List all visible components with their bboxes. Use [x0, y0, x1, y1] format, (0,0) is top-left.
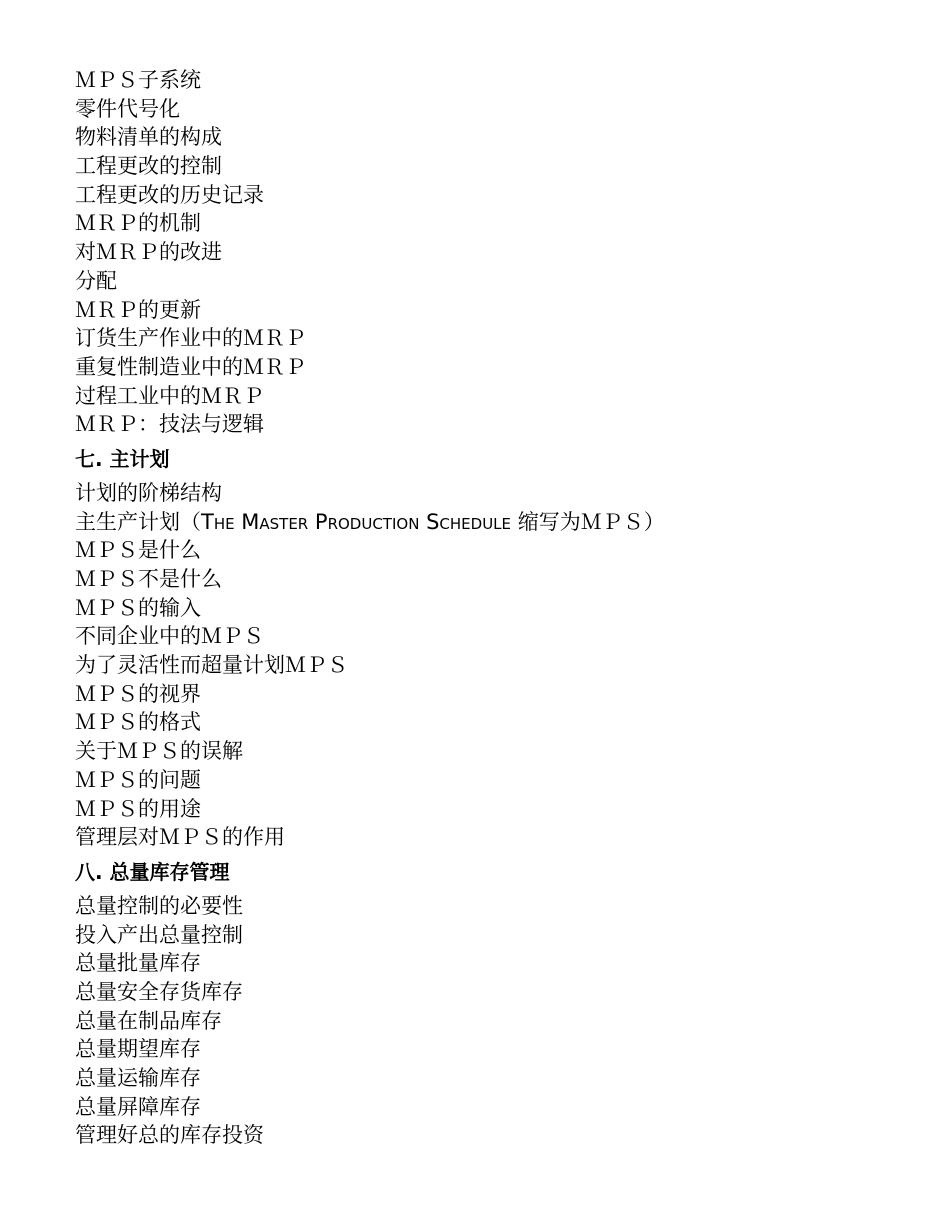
- list-item: ＭＲＰ的机制: [75, 211, 201, 236]
- list-item: 总量运输库存: [75, 1066, 201, 1090]
- list-item: ＭＲＰ的更新: [75, 297, 201, 322]
- list-item-mps-definition: [75, 508, 895, 537]
- list-item: 总量期望库存: [75, 1037, 201, 1062]
- list-item: ＭＲＰ：技法与逻辑: [75, 412, 264, 437]
- list-item: ＭＰＳ是什么: [75, 538, 201, 563]
- list-item: 计划的阶梯结构: [75, 480, 222, 505]
- list-item: 工程更改的历史记录: [75, 182, 264, 207]
- list-item: 总量屏障库存: [75, 1094, 201, 1119]
- list-item: 物料清单的构成: [75, 125, 222, 150]
- list-item: ＭＰＳ的输入: [75, 595, 201, 620]
- list-item: 为了灵活性而超量计划ＭＰＳ: [75, 653, 348, 678]
- section-aggregate-inventory: [75, 892, 895, 1150]
- list-item: ＭＰＳ不是什么: [75, 567, 222, 591]
- list-item: ＭＰＳ的格式: [75, 710, 201, 735]
- mps-line-prefix: 主生产计划（: [75, 509, 201, 534]
- list-item: 订货生产作业中的ＭＲＰ: [75, 326, 306, 351]
- list-item: 总量批量库存: [75, 951, 201, 976]
- list-item: 重复性制造业中的ＭＲＰ: [75, 354, 306, 379]
- list-item: 对ＭＲＰ的改进: [75, 240, 222, 265]
- mps-line-suffix: 缩写为ＭＰＳ）: [511, 509, 665, 534]
- document-page: [75, 66, 895, 1150]
- list-item: 总量安全存货库存: [75, 979, 243, 1004]
- list-item: ＭＰＳ的用途: [75, 796, 201, 821]
- list-item: 零件代号化: [75, 96, 180, 121]
- list-item: 过程工业中的ＭＲＰ: [75, 383, 264, 408]
- list-item: ＭＰＳ的视界: [75, 681, 201, 706]
- list-item: 不同企业中的ＭＰＳ: [75, 624, 264, 649]
- list-item: 总量控制的必要性: [75, 893, 243, 918]
- section-mrp-topics: [75, 66, 895, 439]
- list-item: 管理层对ＭＰＳ的作用: [75, 825, 285, 850]
- section-heading-aggregate-inventory: 八. 总量库存管理: [75, 859, 230, 884]
- list-item: 分配: [75, 268, 117, 293]
- list-item: 工程更改的控制: [75, 154, 222, 179]
- mps-line-english: The Master Production Schedule: [201, 509, 512, 534]
- list-item: 总量在制品库存: [75, 1008, 222, 1033]
- section-heading-master-plan: 七. 主计划: [75, 446, 170, 471]
- list-item: 关于ＭＰＳ的误解: [75, 739, 243, 764]
- section-master-plan: [75, 479, 895, 852]
- list-item: ＭＰＳ的问题: [75, 767, 201, 792]
- list-item: 投入产出总量控制: [75, 922, 243, 947]
- list-item: 管理好总的库存投资: [75, 1123, 264, 1148]
- list-item: ＭＰＳ子系统: [75, 68, 201, 92]
